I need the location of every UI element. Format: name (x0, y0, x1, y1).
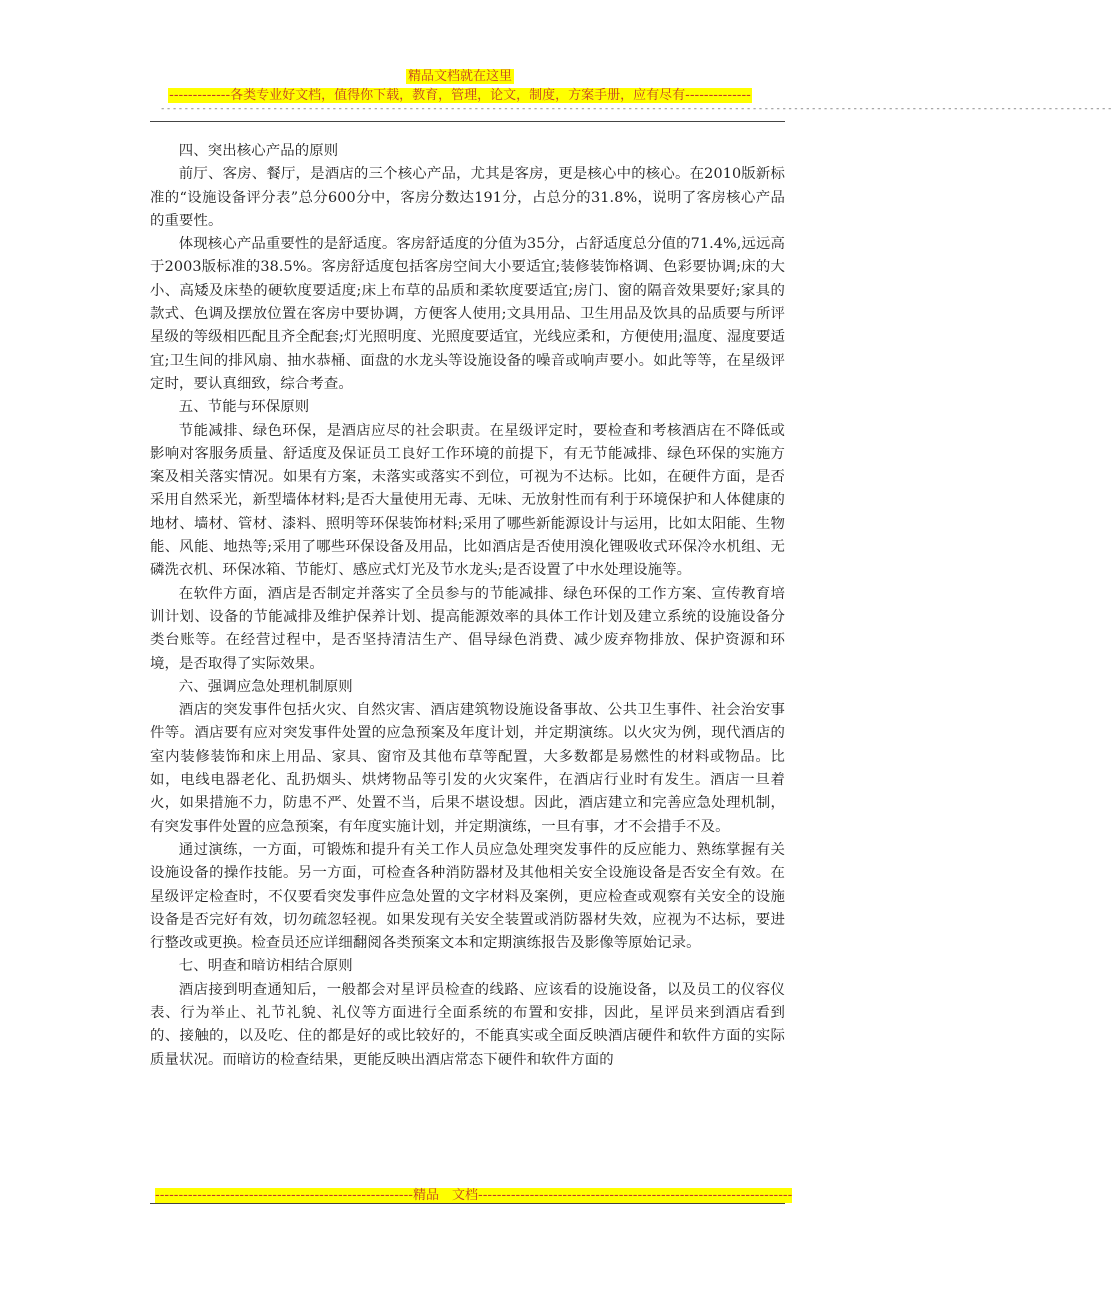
paragraph: 酒店接到明查通知后，一般都会对星评员检查的线路、应该看的设施设备，以及员工的仪容仪表、行为举止、礼节礼貌、礼仪等方面进行全面系统的布置和安排，因此，星评员来到酒店看到的、接触的，以及吃、住的都是好的或比较好的，不能真实或全面反映酒店硬件和软件方面的实际质量状况。而暗访的检查结果，更能反映出酒店常态下硬件和软件方面的 (150, 981, 785, 1068)
section-heading-6: 六、强调应急处理机制原则 (178, 678, 353, 695)
header-tagline: -------------各类专业好文档，值得你下载，教育，管理，论文，制度，方案手册，应有尽有-------------- (169, 88, 751, 103)
section-heading-7: 七、明查和暗访相结合原则 (178, 958, 353, 975)
header-tagline-row (0, 84, 920, 103)
section-heading-5: 五、节能与环保原则 (178, 399, 310, 416)
paragraph: 在软件方面，酒店是否制定并落实了全员参与的节能减排、绿色环保的工作方案、宣传教育培训计划、设备的节能减排及维护保养计划、提高能源效率的具体工作计划及建立系统的设施设备分类台账等。在经营过程中，是否坚持清洁生产、倡导绿色消费、减少废弃物排放、保护资源和环境，是否取得了实际效果。 (150, 585, 785, 672)
header-title: 精品文档就在这里 (407, 69, 512, 84)
footer-text: -------------------------------------------------------精品 文档------------------------------------------------------------------- (155, 1188, 793, 1203)
paragraph: 体现核心产品重要性的是舒适度。客房舒适度的分值为35分，占舒适度总分值的71.4%,远远高于2003版标准的38.5%。客房舒适度包括客房空间大小要适宜;装修装饰格调、色彩要协调;床的大小、高矮及床垫的硬软度要适度;床上布草的品质和柔软度要适宜;房门、窗的隔音效果要好;家具的款式、色调及摆放位置在客房中要协调，方便客人使用;文具用品、卫生用品及饮具的品质要与所评星级的等级相匹配且齐全配套;灯光照明度、光照度要适宜，光线应柔和，方便使用;温度、湿度要适宜;卫生间的排风扇、抽水恭桶、面盘的水龙头等设施设备的噪音或响声要小。如此等等，在星级评定时，要认真细致，综合考查。 (150, 236, 785, 392)
header-dash-line: ----------------------------------------------------------------------------------------------------------------------------------------------------------------- (160, 104, 1113, 114)
paragraph: 前厅、客房、餐厅，是酒店的三个核心产品，尤其是客房，更是核心中的核心。在2010版新标准的“设施设备评分表”总分600分中，客房分数达191分，占总分的31.8%，说明了客房核心产品的重要性。 (150, 166, 785, 229)
paragraph: 节能减排、绿色环保，是酒店应尽的社会职责。在星级评定时，要检查和考核酒店在不降低或影响对客服务质量、舒适度及保证员工良好工作环境的前提下，有无节能减排、绿色环保的实施方案及相关落实情况。如果有方案，未落实或落实不到位，可视为不达标。比如，在硬件方面，是否采用自然采光，新型墙体材料;是否大量使用无毒、无味、无放射性而有利于环境保护和人体健康的地材、墙材、管材、漆料、照明等环保装饰材料;采用了哪些新能源设计与运用，比如太阳能、生物能、风能、地热等;采用了哪些环保设备及用品，比如酒店是否使用溴化锂吸收式环保冷水机组、无磷洗衣机、环保冰箱、节能灯、感应式灯光及节水龙头;是否设置了中水处理设施等。 (150, 422, 785, 579)
section-heading-4: 四、突出核心产品的原则 (178, 143, 339, 159)
header-rule (150, 121, 785, 122)
footer-row (155, 1184, 793, 1203)
document-body (150, 140, 785, 1072)
footer-rule (150, 1203, 785, 1204)
header-title-row (0, 65, 920, 84)
paragraph: 酒店的突发事件包括火灾、自然灾害、酒店建筑物设施设备事故、公共卫生事件、社会治安事件等。酒店要有应对突发事件处置的应急预案及年度计划，并定期演练。以火灾为例，现代酒店的室内装修装饰和床上用品、家具、窗帘及其他布草等配置，大多数都是易燃性的材料或物品。比如，电线电器老化、乱扔烟头、烘烤物品等引发的火灾案件，在酒店行业时有发生。酒店一旦着火，如果措施不力，防患不严、处置不当，后果不堪设想。因此，酒店建立和完善应急处理机制，有突发事件处置的应急预案，有年度实施计划，并定期演练，一旦有事，才不会措手不及。 (150, 702, 785, 835)
paragraph: 通过演练，一方面，可锻炼和提升有关工作人员应急处理突发事件的反应能力、熟练掌握有关设施设备的操作技能。另一方面，可检查各种消防器材及其他相关安全设施设备是否安全有效。在星级评定检查时，不仅要看突发事件应急处置的文字材料及案例，更应检查或观察有关安全的设施设备是否完好有效，切勿疏忽轻视。如果发现有关安全装置或消防器材失效，应视为不达标，要进行整改或更换。检查员还应详细翻阅各类预案文本和定期演练报告及影像等原始记录。 (150, 841, 785, 952)
